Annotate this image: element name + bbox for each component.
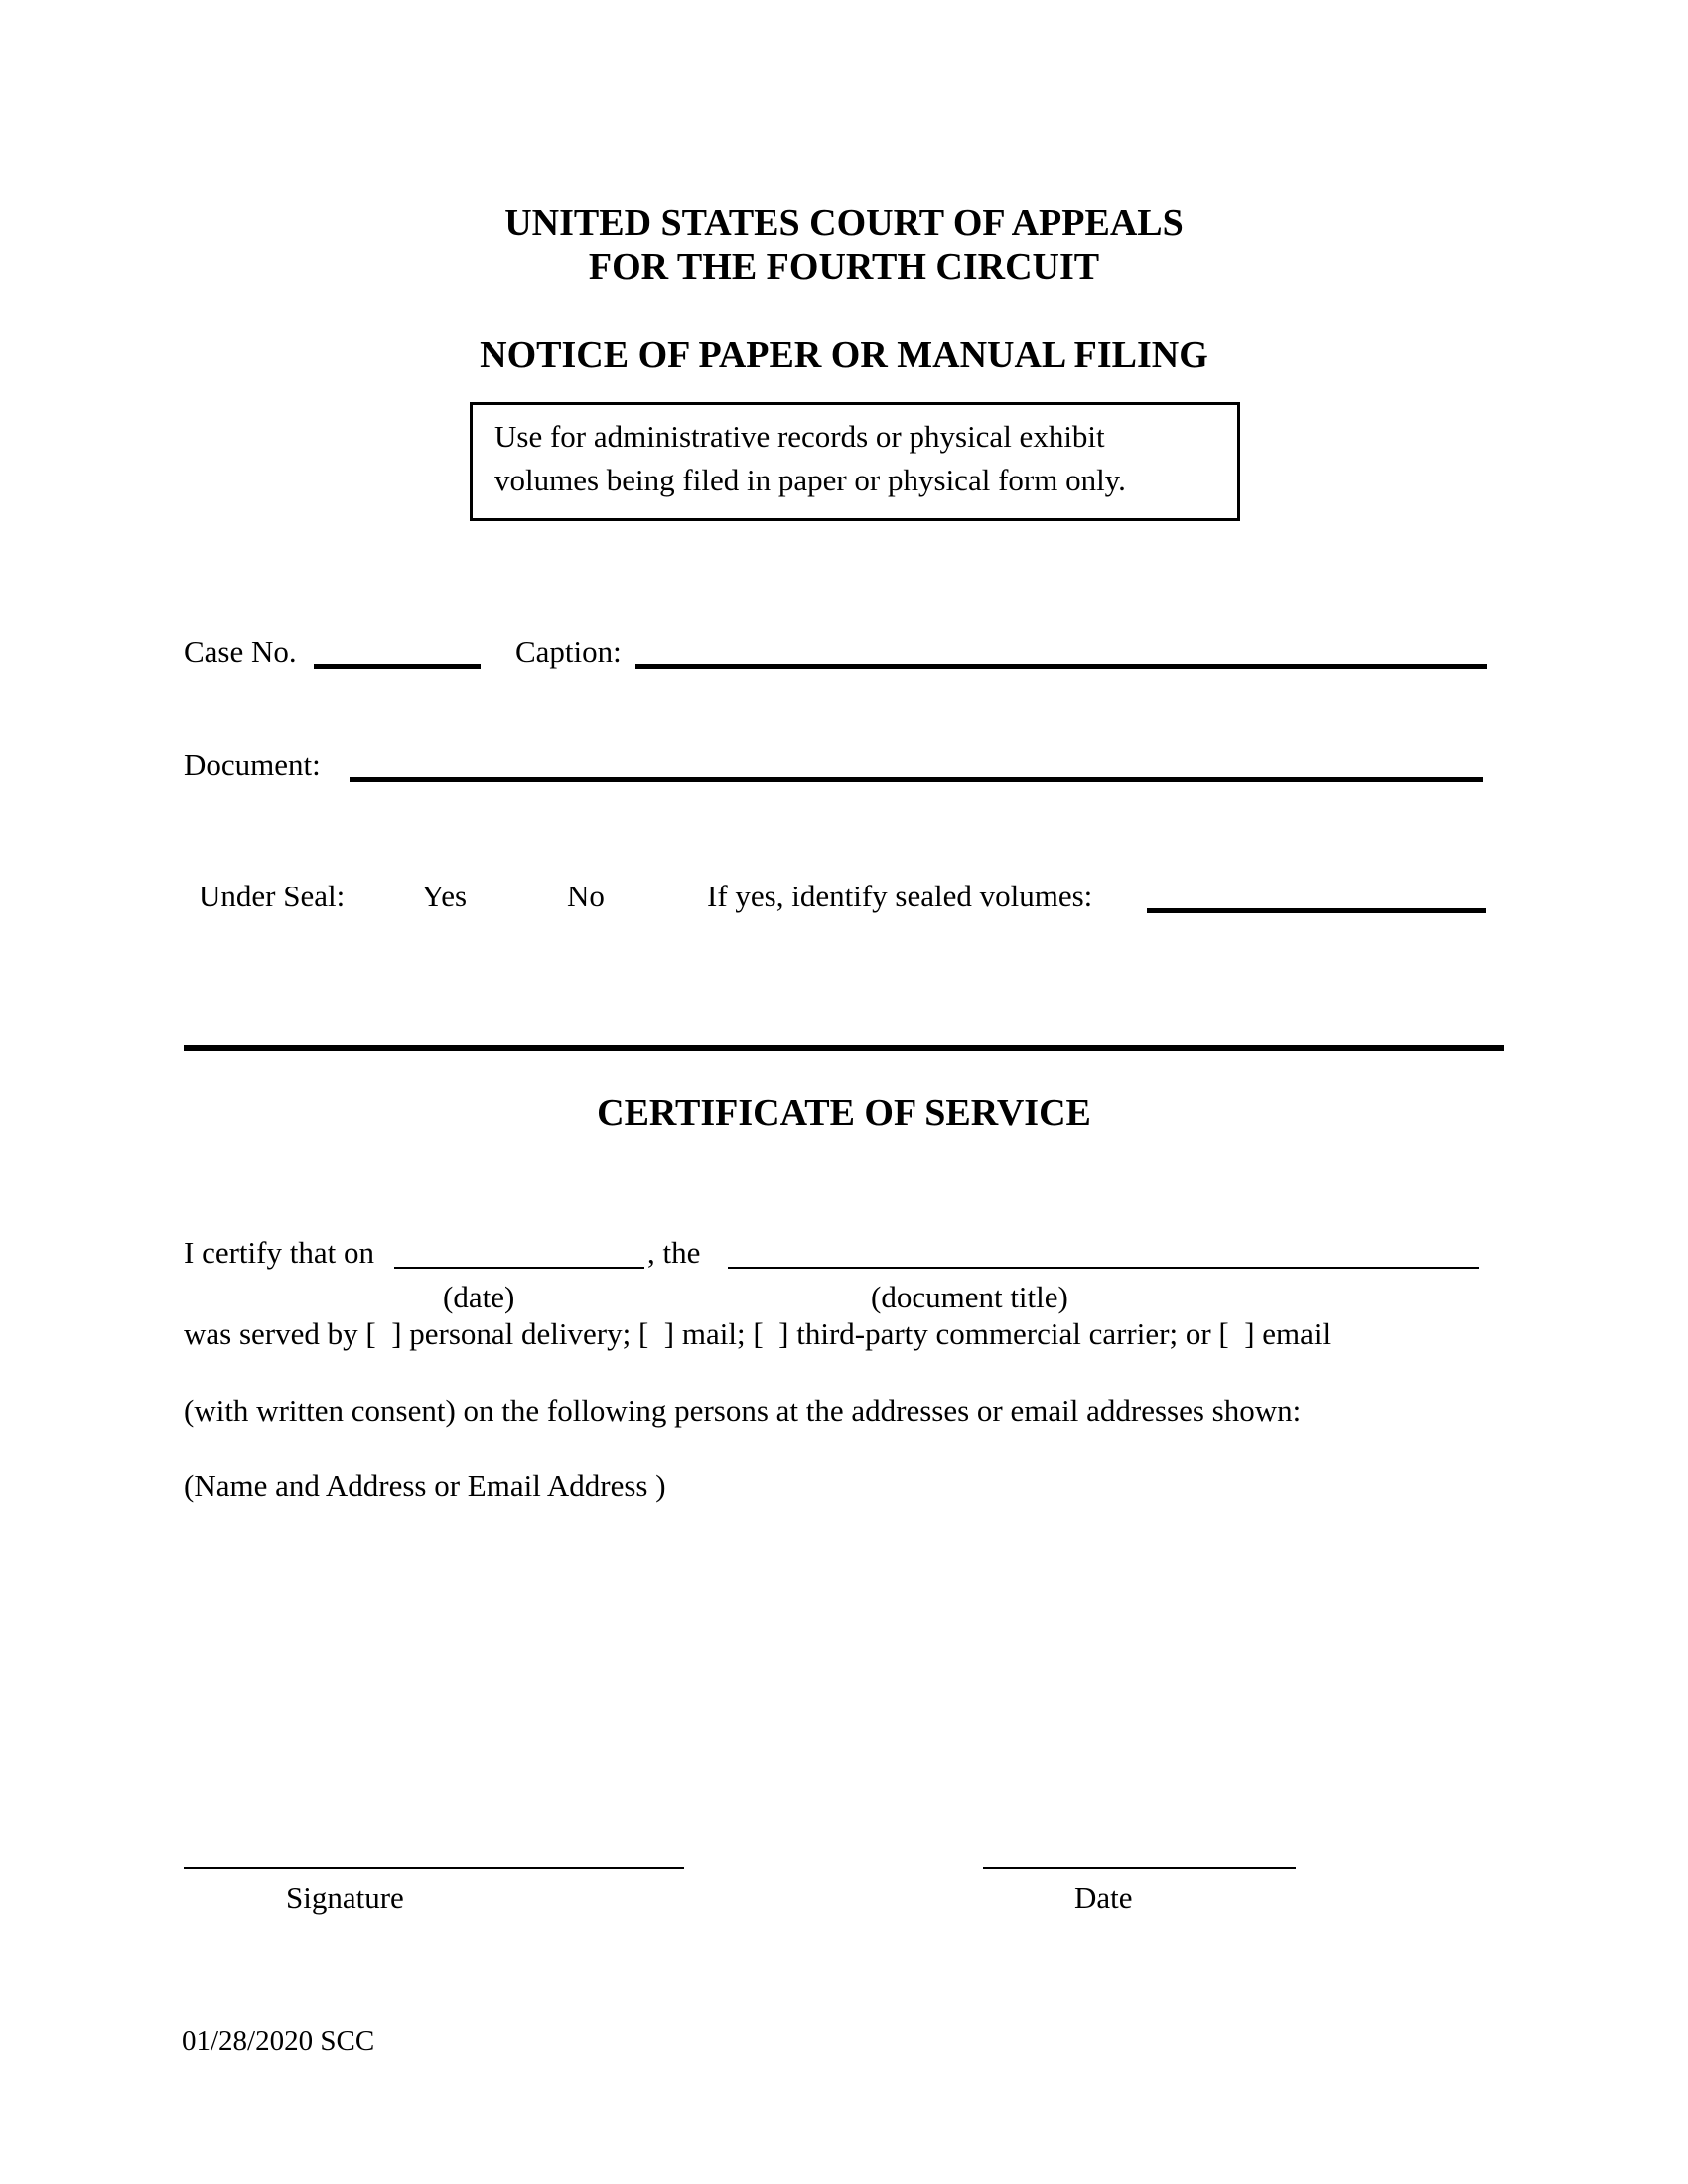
notice-box-line1: Use for administrative records or physical exhibit bbox=[494, 419, 1105, 454]
served-document-blank[interactable] bbox=[728, 1267, 1479, 1269]
certify-prefix: I certify that on bbox=[184, 1235, 374, 1270]
section-divider bbox=[184, 1045, 1504, 1051]
footer-revision: 01/28/2020 SCC bbox=[182, 2025, 375, 2057]
service-date-blank[interactable] bbox=[394, 1267, 644, 1269]
certificate-heading: CERTIFICATE OF SERVICE bbox=[597, 1092, 1091, 1134]
caption-blank[interactable] bbox=[635, 664, 1487, 669]
signature-label: Signature bbox=[286, 1880, 404, 1915]
served-method-line: was served by [ ] personal delivery; [ ] mail; [ ] third-party commercial carrier; or [ ] email bbox=[184, 1316, 1332, 1351]
recipients-hint: (Name and Address or Email Address ) bbox=[184, 1468, 666, 1503]
date-label: Date bbox=[1074, 1880, 1133, 1915]
sealed-volumes-label: If yes, identify sealed volumes: bbox=[707, 879, 1093, 913]
document-label: Document: bbox=[184, 748, 321, 782]
signature-blank[interactable] bbox=[184, 1867, 684, 1869]
consent-line: (with written consent) on the following persons at the addresses or email addresses shown: bbox=[184, 1393, 1302, 1428]
notice-box-line2: volumes being filed in paper or physical form only. bbox=[494, 463, 1126, 497]
caption-label: Caption: bbox=[515, 634, 622, 669]
document-blank[interactable] bbox=[350, 777, 1483, 782]
court-title-line2: FOR THE FOURTH CIRCUIT bbox=[588, 246, 1100, 288]
signature-date-blank[interactable] bbox=[983, 1867, 1296, 1869]
court-title-line1: UNITED STATES COURT OF APPEALS bbox=[504, 203, 1184, 244]
case-no-blank[interactable] bbox=[314, 664, 481, 669]
case-no-label: Case No. bbox=[184, 634, 297, 669]
under-seal-yes-option[interactable]: Yes bbox=[422, 879, 468, 913]
date-hint: (date) bbox=[443, 1280, 515, 1314]
certify-connector: , the bbox=[647, 1235, 701, 1270]
notice-box bbox=[470, 402, 1240, 521]
document-title-hint: (document title) bbox=[871, 1280, 1068, 1314]
sealed-volumes-blank[interactable] bbox=[1147, 908, 1486, 913]
form-title: NOTICE OF PAPER OR MANUAL FILING bbox=[480, 335, 1208, 376]
under-seal-label: Under Seal: bbox=[199, 879, 346, 913]
under-seal-no-option[interactable]: No bbox=[567, 879, 605, 913]
